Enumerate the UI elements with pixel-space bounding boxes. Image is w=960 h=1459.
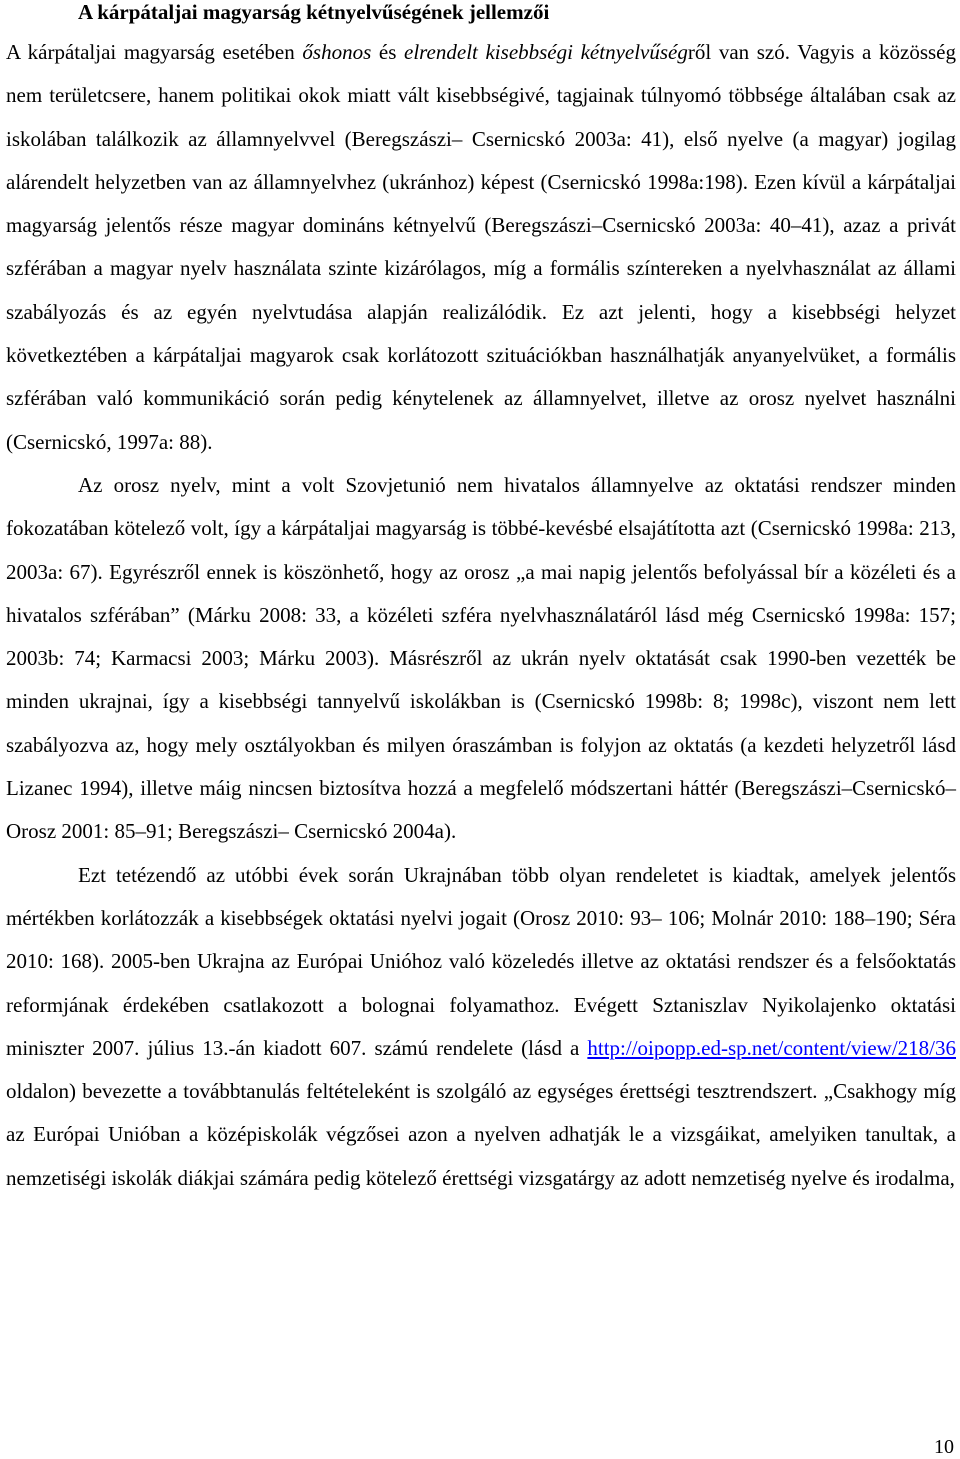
paragraph-1-term-elrendelt: elrendelt kisebbségi kétnyelvűség — [404, 40, 688, 64]
paragraph-1 — [6, 31, 956, 464]
paragraph-1-term-oshonos: őshonos — [302, 40, 372, 64]
document-page — [6, 0, 956, 1200]
oipopp-link[interactable]: http://oipopp.ed-sp.net/content/view/218/36 — [587, 1035, 956, 1060]
page-number: 10 — [934, 1436, 954, 1458]
paragraph-1-text-b: és — [371, 40, 404, 64]
paragraph-1-text-c: ről van szó. Vagyis a közösség nem területcsere, hanem politikai okok miatt vált kisebbségivé, tagjainak túlnyomó többsége általában csak az iskolában találkozik az államnyelvvel (Beregszászi– Csernicskó 2003a: 41), első nyelve (a magyar) jogilag alárendelt helyzetben van az államnyelvhez (ukránhoz) képest (Csernicskó 1998a:198). Ezen kívül a kárpátaljai magyarság jelentős része magyar domináns kétnyelvű (Beregszászi–Csernicskó 2003a: 40–41), azaz a privát szférában a magyar nyelv használata szinte kizárólagos, míg a formális színtereken a nyelvhasználat az állami szabályozás és az egyén nyelvtudása alapján realizálódik. Ez azt jelenti, hogy a kisebbségi helyzet következtében a kárpátaljai magyarok csak korlátozott szituációkban használhatják anyanyelvüket, a formális szférában való kommunikáció során pedig kénytelenek az államnyelvet, illetve az orosz nyelvet használni (Csernicskó, 1997a: 88). — [6, 40, 956, 454]
paragraph-3-text-b: oldalon) bevezette a továbbtanulás feltételeként is szolgáló az egységes érettségi tesztrendszert. „Csakhogy míg az Európai Unióban a középiskolák végzősei azon a nyelven adhatják le a vizsgáikat, amelyiken tanultak, a nemzetiségi iskolák diákjai számára pedig kötelező érettségi vizsgatárgy az adott nemzetiség nyelve és irodalma, — [6, 1079, 956, 1190]
paragraph-3 — [6, 854, 956, 1200]
paragraph-1-text-a: A kárpátaljai magyarság esetében — [6, 40, 303, 64]
paragraph-3-text-a: Ezt tetézendő az utóbbi évek során Ukrajnában több olyan rendeletet is kiadtak, amelyek jelentős mértékben korlátozzák a kisebbségek oktatási nyelvi jogait (Orosz 2010: 93– 106; Molnár 2010: 188–190; Séra 2010: 168). 2005-ben Ukrajna az Európai Unióhoz való közeledés illetve az oktatási rendszer és a felsőoktatás reformjának érdekében csatlakozott a bolognai folyamathoz. Evégett Sztaniszlav Nyikolajenko oktatási miniszter 2007. július 13.-án kiadott 607. számú rendelete (lásd a — [6, 862, 956, 1060]
section-heading: A kárpátaljai magyarság kétnyelvűségének jellemzői — [78, 0, 550, 24]
paragraph-2: Az orosz nyelv, mint a volt Szovjetunió nem hivatalos államnyelve az oktatási rendszer minden fokozatában kötelező volt, így a kárpátaljai magyarság is többé-kevésbé elsajátította azt (Csernicskó 1998a: 213, 2003a: 67). Egyrészről ennek is köszönhető, hogy az orosz „a mai napig jelentős befolyással bír a közéleti és a hivatalos szférában” (Márku 2008: 33, a közéleti szféra nyelvhasználatáról lásd még Csernicskó 1998a: 157; 2003b: 74; Karmacsi 2003; Márku 2003). Másrészről az ukrán nyelv oktatását csak 1990-ben vezették be minden ukrajnai, így a kisebbségi tannyelvű iskolákban is (Csernicskó 1998b: 8; 1998c), viszont nem lett szabályozva az, hogy mely osztályokban és milyen óraszámban is folyjon az oktatás (a kezdeti helyzetről lásd Lizanec 1994), illetve máig nincsen biztosítva hozzá a megfelelő módszertani háttér (Beregszászi–Csernicskó–Orosz 2001: 85–91; Beregszászi– Csernicskó 2004a). — [6, 472, 956, 844]
